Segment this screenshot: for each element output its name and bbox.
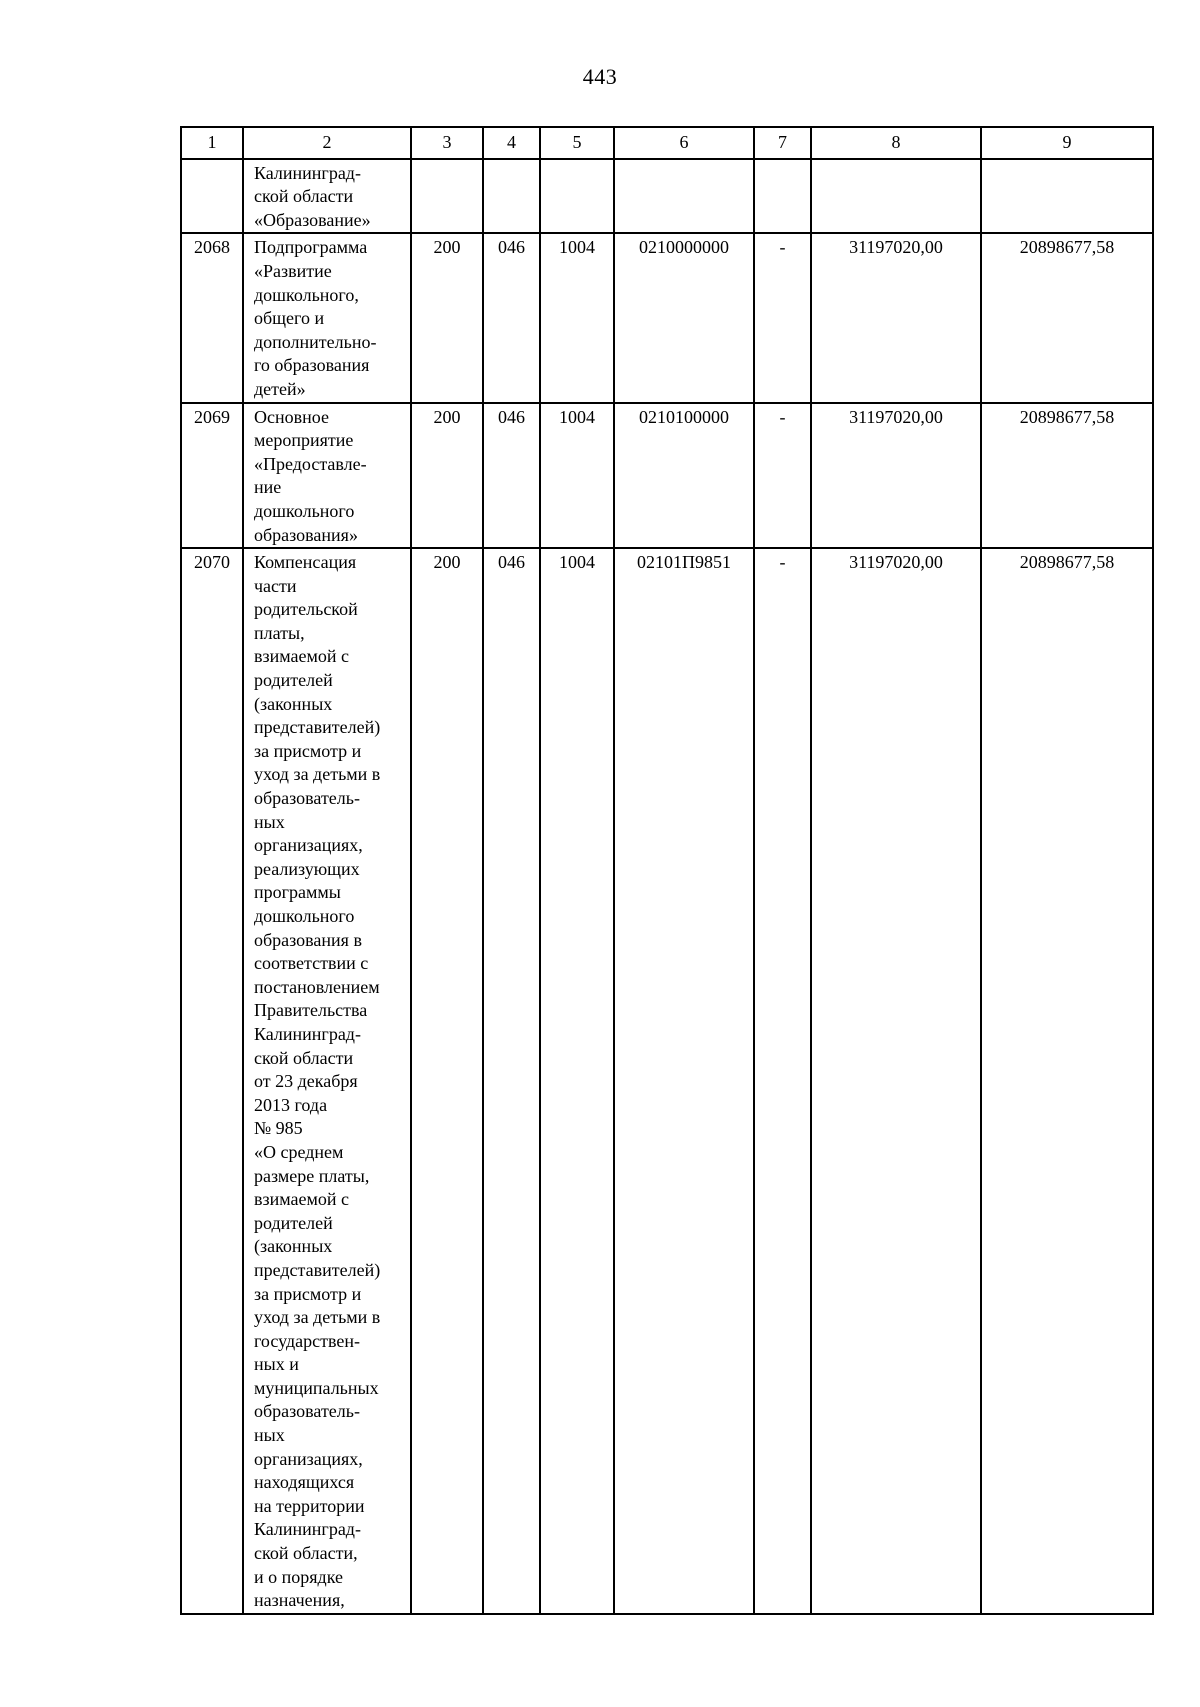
item-name-line: ской области, bbox=[254, 1543, 358, 1564]
column-header: 5 bbox=[540, 127, 614, 159]
item-name-line: уход за детьми в bbox=[254, 1307, 381, 1328]
item-name-line: образователь- bbox=[254, 788, 360, 809]
code-7-cell: - bbox=[754, 403, 811, 549]
amount-9-cell: 20898677,58 bbox=[981, 548, 1153, 1614]
item-name-line: за присмотр и bbox=[254, 1283, 362, 1304]
code-4-cell: 046 bbox=[483, 548, 540, 1614]
item-name-cell bbox=[243, 159, 411, 234]
item-name-line: Основное bbox=[254, 406, 329, 427]
item-name-line: Правительства bbox=[254, 1000, 368, 1021]
item-name-line: «Образование» bbox=[254, 209, 371, 230]
table-row bbox=[181, 548, 1153, 1614]
item-name-line: ской области bbox=[254, 186, 354, 207]
code-6-cell: 0210000000 bbox=[614, 233, 754, 402]
item-name-line: детей» bbox=[254, 378, 306, 399]
item-name-cell bbox=[243, 233, 411, 402]
amount-8-cell: 31197020,00 bbox=[811, 548, 981, 1614]
code-7-cell: - bbox=[754, 233, 811, 402]
table-body bbox=[181, 159, 1153, 1614]
item-name-line: муниципальных bbox=[254, 1377, 379, 1398]
item-name-line: «Развитие bbox=[254, 260, 332, 281]
amount-9-cell bbox=[981, 159, 1153, 234]
item-name-line: и о порядке bbox=[254, 1566, 343, 1587]
item-name-line: ской области bbox=[254, 1047, 354, 1068]
item-name-line: соответствии с bbox=[254, 953, 369, 974]
item-name-line: родителей bbox=[254, 670, 333, 691]
table-row bbox=[181, 159, 1153, 234]
item-name-line: представителей) bbox=[254, 717, 381, 738]
amount-8-cell: 31197020,00 bbox=[811, 403, 981, 549]
code-3-cell: 200 bbox=[411, 233, 483, 402]
item-name-line: части bbox=[254, 575, 297, 596]
row-number-cell: 2070 bbox=[181, 548, 243, 1614]
item-name-line: платы, bbox=[254, 622, 305, 643]
column-header: 6 bbox=[614, 127, 754, 159]
code-4-cell: 046 bbox=[483, 403, 540, 549]
item-name-line: уход за детьми в bbox=[254, 764, 381, 785]
code-3-cell bbox=[411, 159, 483, 234]
item-name-line: ние bbox=[254, 477, 282, 498]
item-name-line: взимаемой с bbox=[254, 1189, 350, 1210]
item-name-line: (законных bbox=[254, 1236, 333, 1257]
item-name-line: организациях, bbox=[254, 835, 363, 856]
item-name-line: ных bbox=[254, 811, 285, 832]
item-name-line: дополнительно- bbox=[254, 331, 377, 352]
item-name-line: на территории bbox=[254, 1495, 365, 1516]
amount-8-cell bbox=[811, 159, 981, 234]
item-name-line: «Предоставле- bbox=[254, 453, 367, 474]
code-7-cell: - bbox=[754, 548, 811, 1614]
item-name-line: общего и bbox=[254, 308, 325, 329]
item-name-line: дошкольного bbox=[254, 500, 355, 521]
item-name-line: Калининград- bbox=[254, 1023, 361, 1044]
item-name-cell bbox=[243, 403, 411, 549]
code-6-cell: 02101П9851 bbox=[614, 548, 754, 1614]
column-header: 4 bbox=[483, 127, 540, 159]
column-header: 7 bbox=[754, 127, 811, 159]
item-name-line: организациях, bbox=[254, 1448, 363, 1469]
column-header: 1 bbox=[181, 127, 243, 159]
item-name-line: постановлением bbox=[254, 976, 380, 997]
column-header: 2 bbox=[243, 127, 411, 159]
amount-8-cell: 31197020,00 bbox=[811, 233, 981, 402]
row-number-cell bbox=[181, 159, 243, 234]
amount-9-cell: 20898677,58 bbox=[981, 233, 1153, 402]
item-name-line: представителей) bbox=[254, 1259, 381, 1280]
code-5-cell: 1004 bbox=[540, 233, 614, 402]
item-name-line: Калининград- bbox=[254, 1519, 361, 1540]
item-name-line: назначения, bbox=[254, 1590, 345, 1611]
code-3-cell: 200 bbox=[411, 548, 483, 1614]
budget-table bbox=[180, 126, 1154, 1615]
item-name-line: ных bbox=[254, 1425, 285, 1446]
column-header: 9 bbox=[981, 127, 1153, 159]
table-row bbox=[181, 233, 1153, 402]
table-header-row bbox=[181, 127, 1153, 159]
item-name-line: образователь- bbox=[254, 1401, 360, 1422]
item-name-line: Калининград- bbox=[254, 162, 361, 183]
item-name-line: за присмотр и bbox=[254, 740, 362, 761]
code-5-cell: 1004 bbox=[540, 403, 614, 549]
item-name-line: № 985 bbox=[254, 1118, 303, 1139]
code-4-cell: 046 bbox=[483, 233, 540, 402]
item-name-line: го образования bbox=[254, 355, 370, 376]
item-name-line: родительской bbox=[254, 599, 358, 620]
item-name-line: образования в bbox=[254, 929, 362, 950]
page-number: 443 bbox=[582, 64, 618, 89]
table-row bbox=[181, 403, 1153, 549]
item-name-line: дошкольного bbox=[254, 906, 355, 926]
item-name-line: программы bbox=[254, 882, 341, 903]
item-name-cell bbox=[243, 548, 411, 1614]
item-name-line: реализующих bbox=[254, 858, 360, 879]
item-name-line: размере платы, bbox=[254, 1165, 370, 1186]
item-name-line: родителей bbox=[254, 1212, 333, 1233]
item-name-line: образования» bbox=[254, 524, 358, 545]
item-name-line: государствен- bbox=[254, 1330, 361, 1351]
item-name-line: 2013 года bbox=[254, 1094, 328, 1115]
item-name-line: (законных bbox=[254, 693, 333, 714]
code-6-cell: 0210100000 bbox=[614, 403, 754, 549]
row-number-cell: 2068 bbox=[181, 233, 243, 402]
column-header: 8 bbox=[811, 127, 981, 159]
item-name-line: взимаемой с bbox=[254, 646, 350, 667]
code-5-cell bbox=[540, 159, 614, 234]
item-name-line: дошкольного, bbox=[254, 284, 359, 305]
code-7-cell bbox=[754, 159, 811, 234]
item-name-line: Подпрограмма bbox=[254, 237, 368, 258]
amount-9-cell: 20898677,58 bbox=[981, 403, 1153, 549]
item-name-line: находящихся bbox=[254, 1472, 355, 1493]
item-name-line: мероприятие bbox=[254, 430, 354, 451]
code-6-cell bbox=[614, 159, 754, 234]
item-name-line: «О среднем bbox=[254, 1141, 344, 1162]
item-name-line: ных и bbox=[254, 1354, 299, 1375]
code-5-cell: 1004 bbox=[540, 548, 614, 1614]
code-4-cell bbox=[483, 159, 540, 234]
column-header: 3 bbox=[411, 127, 483, 159]
item-name-line: от 23 декабря bbox=[254, 1071, 358, 1092]
code-3-cell: 200 bbox=[411, 403, 483, 549]
row-number-cell: 2069 bbox=[181, 403, 243, 549]
item-name-line: Компенсация bbox=[254, 552, 357, 573]
